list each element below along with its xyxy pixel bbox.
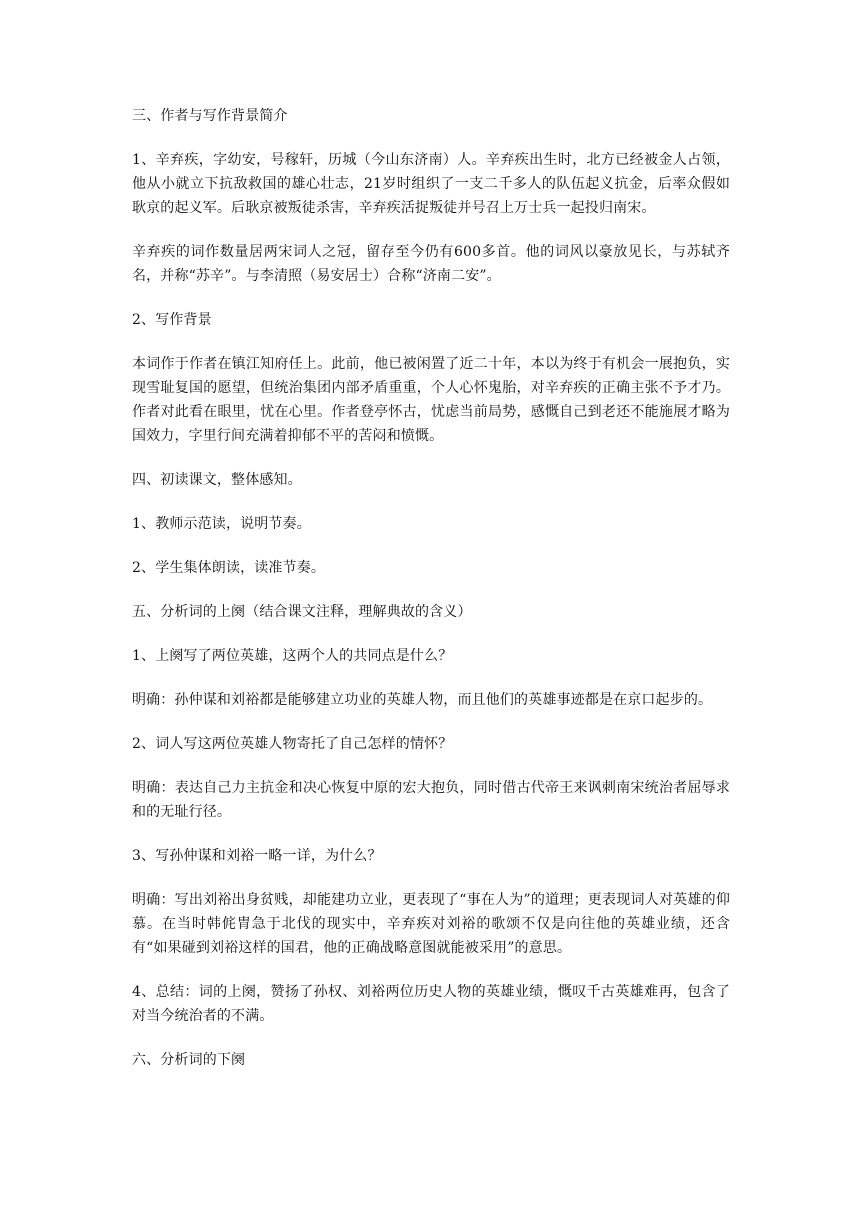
list-item-teacher-reading: 1、教师示范读，说明节奏。 xyxy=(132,516,311,532)
subheading-writing-background: 2、写作背景 xyxy=(132,312,212,328)
paragraph-author-style: 辛弃疾的词作数量居两宋词人之冠，留存至今仍有600多首。他的词风以豪放见长，与苏轼齐名，并称“苏辛”。与李清照（易安居士）合称“济南二安”。 xyxy=(132,244,730,284)
summary-first-stanza: 4、总结：词的上阕，赞扬了孙权、刘裕两位历史人物的英雄业绩，慨叹千古英雄难再，包含了对当今统治者的不满。 xyxy=(132,984,730,1024)
answer-1: 明确：孙仲谋和刘裕都是能够建立功业的英雄人物，而且他们的英雄事迹都是在京口起步的。 xyxy=(132,692,713,708)
question-3: 3、写孙仲谋和刘裕一略一详，为什么？ xyxy=(132,848,382,864)
section-heading-first-stanza: 五、分析词的上阕（结合课文注释，理解典故的含义） xyxy=(132,604,472,620)
answer-2: 明确：表达自己力主抗金和决心恢复中原的宏大抱负，同时借古代帝王来讽刺南宋统治者屈辱求和的无耻行径。 xyxy=(132,780,730,820)
paragraph-author-bio: 1、辛弃疾，字幼安，号稼轩，历城（今山东济南）人。辛弃疾出生时，北方已经被金人占领，他从小就立下抗敌救国的雄心壮志，21岁时组织了一支二千多人的队伍起义抗金，后率众假如耿京的起义军。后耿京被叛徒杀害，辛弃疾活捉叛徒并号召上万士兵一起投归南宋。 xyxy=(132,152,730,216)
section-heading-first-reading: 四、初读课文，整体感知。 xyxy=(132,472,302,488)
section-heading-author-background: 三、作者与写作背景简介 xyxy=(132,108,288,124)
section-heading-second-stanza: 六、分析词的下阕 xyxy=(132,1052,246,1068)
paragraph-writing-background: 本词作于作者在镇江知府任上。此前，他已被闲置了近二十年，本以为终于有机会一展抱负，实现雪耻复国的愿望，但统治集团内部矛盾重重，个人心怀鬼胎，对辛弃疾的正确主张不予才乃。作者对此看在眼里，忧在心里。作者登亭怀古，忧虑当前局势，感慨自己到老还不能施展才略为国效力，字里行间充满着抑郁不平的苦闷和愤慨。 xyxy=(132,356,730,444)
document-body xyxy=(132,104,730,1092)
list-item-student-reading: 2、学生集体朗读，读准节奏。 xyxy=(132,560,326,576)
question-2: 2、词人写这两位英雄人物寄托了自己怎样的情怀？ xyxy=(132,736,453,752)
answer-3: 明确：写出刘裕出身贫贱，却能建功立业，更表现了“事在人为”的道理；更表现词人对英雄的仰慕。在当时韩侂胄急于北伐的现实中，辛弃疾对刘裕的歌颂不仅是向往他的英雄业绩，还含有“如果碰到刘裕这样的国君，他的正确战略意图就能被采用”的意思。 xyxy=(132,892,730,956)
question-1: 1、上阕写了两位英雄，这两个人的共同点是什么？ xyxy=(132,648,453,664)
